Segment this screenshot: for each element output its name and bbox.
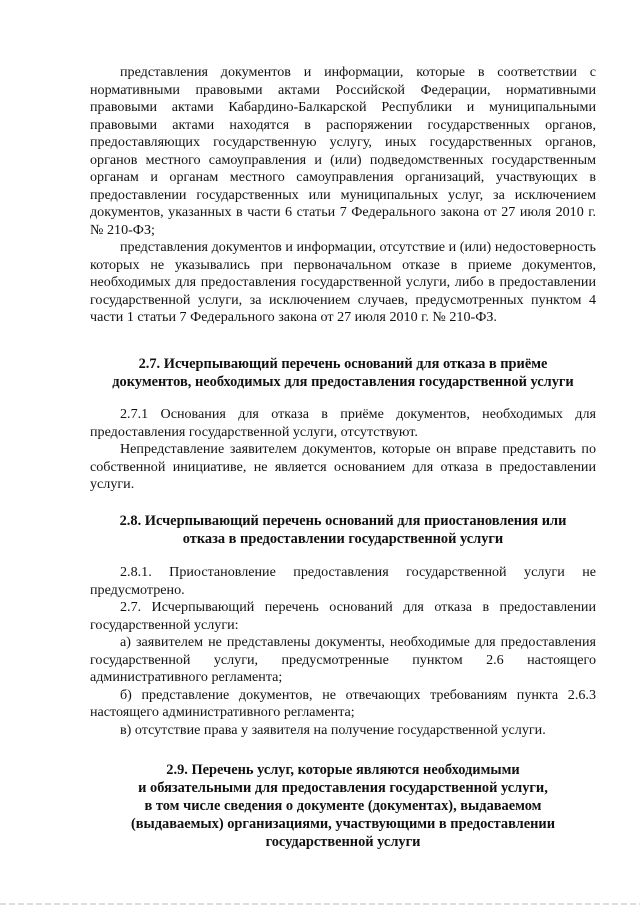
paragraph: 2.7.1 Основания для отказа в приёме документов, необходимых для предоставления государственной услуги, отсутствуют. <box>90 406 596 440</box>
heading-line: отказа в предоставлении государственной услуги <box>182 531 504 547</box>
section-2-8-heading <box>90 512 596 548</box>
paragraph: 2.7. Исчерпывающий перечень оснований для отказа в предоставлении государственной услуги: <box>90 599 596 633</box>
heading-line: 2.8. Исчерпывающий перечень оснований для приостановления или <box>119 513 567 529</box>
heading-line: 2.9. Перечень услуг, которые являются необходимыми <box>166 762 520 778</box>
paragraph: Непредставление заявителем документов, которые он вправе представить по собственной инициативе, не является основанием для отказа в предоставлении услуги. <box>90 441 596 492</box>
text-block-intro <box>90 64 596 327</box>
heading-line: в том числе сведения о документе (документах), выдаваемом <box>144 798 542 814</box>
section-2-7-heading <box>90 355 596 391</box>
heading-line: государственной услуги <box>265 834 421 850</box>
heading-line: документов, необходимых для предоставления государственной услуги <box>112 374 574 390</box>
section-2-8-body <box>90 564 596 739</box>
paragraph: представления документов и информации, которые в соответствии с нормативными правовыми актами Российской Федерации, нормативными правовыми актами Кабардино-Балкарской Республики и муниципальными правовыми актами находятся в распоряжении государственных органов, предоставляющих государственную услугу, иных государственных органов, органов местного самоуправления и (или) подведомственных государственным органам и органам местного самоуправления организаций, участвующих в предоставлении государственных или муниципальных услуг, за исключением документов, указанных в части 6 статьи 7 Федерального закона от 27 июля 2010 г. № 210-ФЗ; <box>90 64 596 238</box>
heading-line: и обязательными для предоставления государственной услуги, <box>138 780 548 796</box>
paragraph: 2.8.1. Приостановление предоставления государственной услуги не предусмотрено. <box>90 564 596 598</box>
paragraph: в) отсутствие права у заявителя на получение государственной услуги. <box>120 721 546 738</box>
section-2-7-body <box>90 406 596 494</box>
section-2-9-heading <box>90 761 596 851</box>
heading-line: 2.7. Исчерпывающий перечень оснований для отказа в приёме <box>138 356 548 372</box>
heading-line: (выдаваемых) организациями, участвующими в предоставлении <box>130 816 556 832</box>
paragraph: представления документов и информации, отсутствие и (или) недостоверность которых не указывались при первоначальном отказе в приеме документов, необходимых для предоставления государственной услуги, либо в предоставлении государственной услуги, за исключением случаев, предусмотренных пунктом 4 части 1 статьи 7 Федерального закона от 27 июля 2010 г. № 210-ФЗ. <box>90 239 596 325</box>
paragraph: а) заявителем не представлены документы, необходимые для предоставления государственной услуги, предусмотренные пунктом 2.6 настоящего административного регламента; <box>90 634 596 685</box>
paragraph: б) представление документов, не отвечающих требованиям пункта 2.6.3 настоящего административного регламента; <box>90 686 596 720</box>
